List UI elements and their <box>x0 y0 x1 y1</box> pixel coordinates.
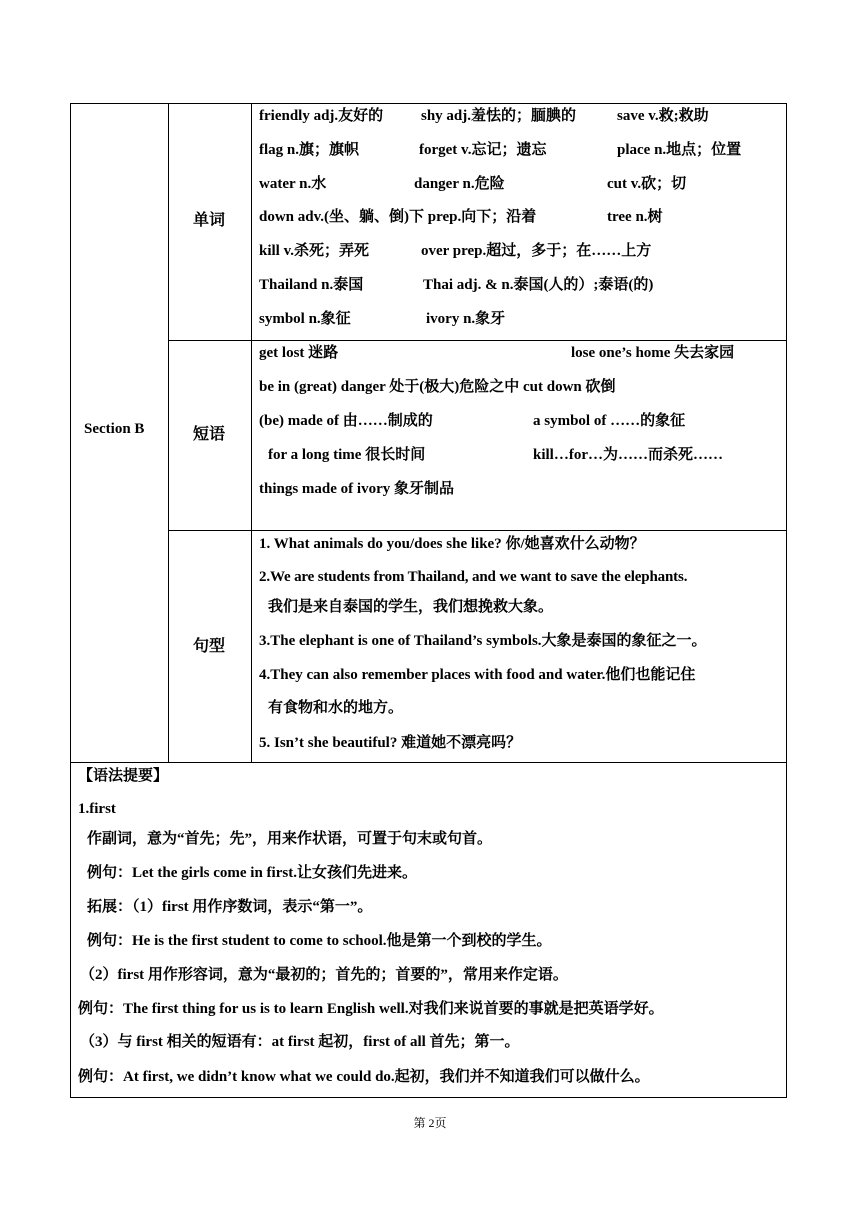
vocab-item: Thailand n.泰国 <box>259 277 364 293</box>
phrase-item: be in (great) danger 处于(极大)危险之中 cut down 砍倒 <box>259 379 616 395</box>
grammar-line: 例句：At first, we didn’t know what we could do.起初，我们并不知道我们可以做什么。 <box>78 1069 650 1085</box>
phrase-item: get lost 迷路 <box>259 345 339 361</box>
phrase-item: for a long time 很长时间 <box>268 447 426 463</box>
table-border-bottom <box>70 1097 787 1098</box>
sentence-line: 4.They can also remember places with food and water.他们也能记住 <box>259 667 696 683</box>
vocab-item: ivory n.象牙 <box>426 311 506 327</box>
phrase-item: kill…for…为……而杀死…… <box>533 447 723 463</box>
row-divider-2 <box>168 530 787 531</box>
table-border-left <box>70 103 71 1098</box>
vocab-item: tree n.树 <box>607 209 663 225</box>
vocab-item: flag n.旗；旗帜 <box>259 142 360 158</box>
grammar-line: 例句：He is the first student to come to school.他是第一个到校的学生。 <box>87 933 552 949</box>
vocab-item: save v.救;救助 <box>617 108 709 124</box>
grammar-line: （3）与 first 相关的短语有：at first 起初，first of all 首先；第一。 <box>80 1034 520 1050</box>
phrases-label: 短语 <box>193 426 226 443</box>
sentences-label: 句型 <box>193 638 226 655</box>
vocab-item: friendly adj.友好的 <box>259 108 384 124</box>
vocab-item: water n.水 <box>259 176 327 192</box>
vocab-label: 单词 <box>193 212 226 229</box>
grammar-line: 1.first <box>78 801 116 817</box>
phrase-item: (be) made of 由……制成的 <box>259 413 433 429</box>
sentence-line: 有食物和水的地方。 <box>268 700 404 716</box>
page-number: 第 2页 <box>413 1116 447 1130</box>
vocab-item: Thai adj. & n.泰国(人的）;泰语(的) <box>423 277 654 293</box>
sentence-line: 2.We are students from Thailand, and we want to save the elephants. <box>259 569 688 585</box>
phrase-item: lose one’s home 失去家园 <box>571 345 735 361</box>
table-border-right <box>786 103 787 1098</box>
vocab-item: place n.地点；位置 <box>617 142 742 158</box>
vocab-item: kill v.杀死；弄死 <box>259 243 370 259</box>
grammar-heading: 【语法提要】 <box>78 768 169 784</box>
vocab-item: danger n.危险 <box>414 176 505 192</box>
vocab-item: shy adj.羞怯的；腼腆的 <box>421 108 577 124</box>
sentence-line: 我们是来自泰国的学生，我们想挽救大象。 <box>268 599 554 615</box>
grammar-line: 例句：Let the girls come in first.让女孩们先进来。 <box>87 865 417 881</box>
phrase-item: things made of ivory 象牙制品 <box>259 481 455 497</box>
col-divider-2 <box>251 103 252 762</box>
grammar-line: 作副词，意为“首先；先”，用来作状语，可置于句末或句首。 <box>87 831 493 847</box>
sentence-line: 1. What animals do you/does she like? 你/她喜欢什么动物？ <box>259 536 645 552</box>
phrase-item: a symbol of ……的象征 <box>533 413 686 429</box>
row-divider-1 <box>168 340 787 341</box>
vocab-item: cut v.砍；切 <box>607 176 687 192</box>
section-label: Section B <box>84 421 145 437</box>
col-divider-1 <box>168 103 169 762</box>
sentence-line: 5. Isn’t she beautiful? 难道她不漂亮吗？ <box>259 735 522 751</box>
table-border-top <box>70 103 787 104</box>
grammar-line: 拓展：（1）first 用作序数词，表示“第一”。 <box>87 899 373 915</box>
vocab-item: symbol n.象征 <box>259 311 351 327</box>
row-divider-3 <box>70 762 787 763</box>
grammar-line: （2）first 用作形容词，意为“最初的；首先的；首要的”，常用来作定语。 <box>80 967 568 983</box>
grammar-line: 例句：The first thing for us is to learn English well.对我们来说首要的事就是把英语学好。 <box>78 1001 664 1017</box>
vocab-item: over prep.超过，多于；在……上方 <box>421 243 652 259</box>
vocab-item: down adv.(坐、躺、倒)下 prep.向下；沿着 <box>259 209 537 225</box>
sentence-line: 3.The elephant is one of Thailand’s symbols.大象是泰国的象征之一。 <box>259 633 707 649</box>
vocab-item: forget v.忘记；遗忘 <box>419 142 547 158</box>
